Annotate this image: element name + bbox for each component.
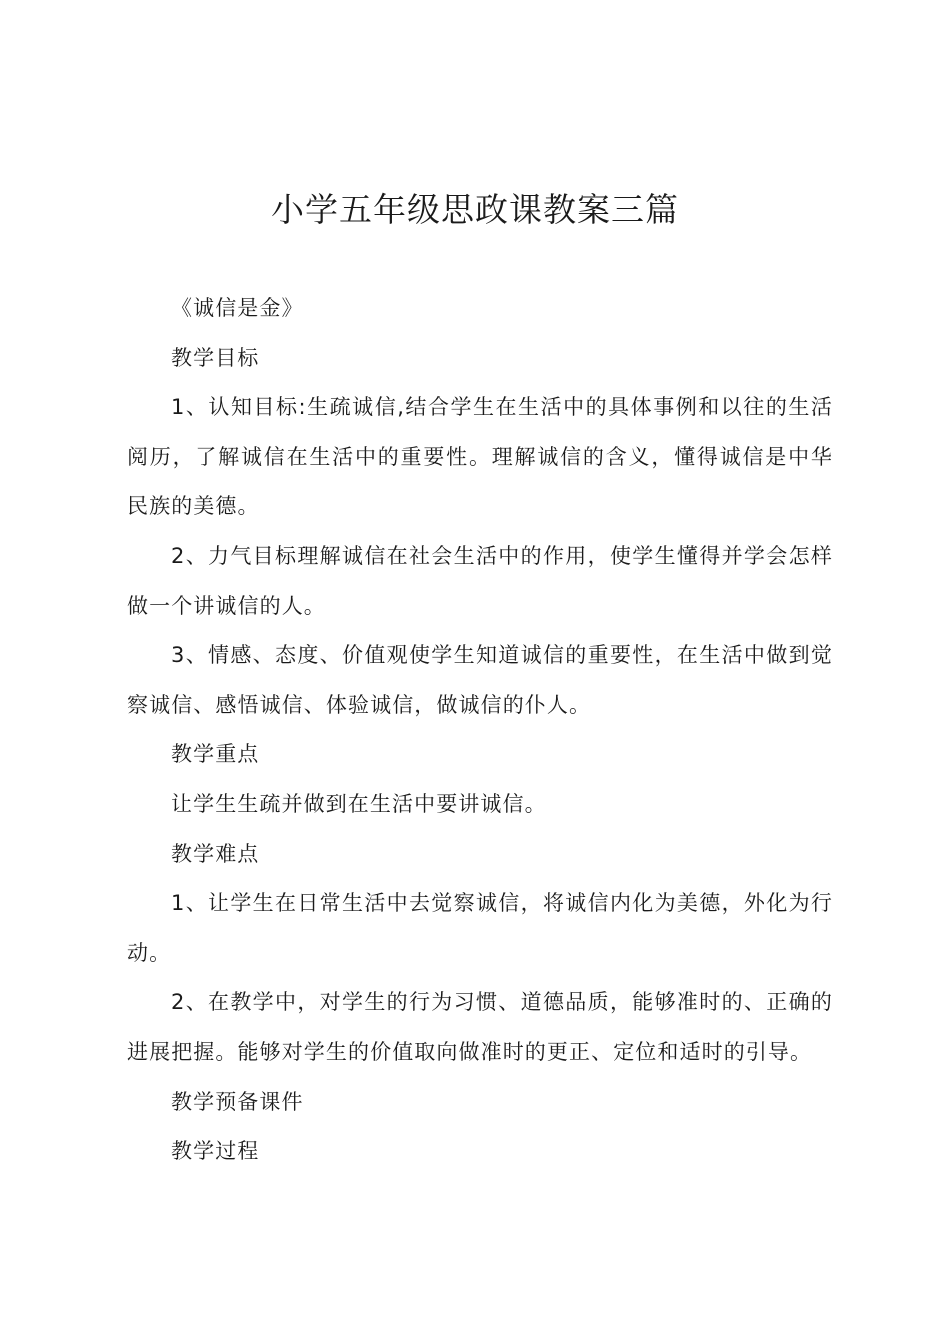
lesson-title: 《诚信是金》 xyxy=(171,296,304,320)
section-heading-difficulties: 教学难点 xyxy=(171,841,260,866)
document-title: 小学五年级思政课教案三篇 xyxy=(271,190,679,229)
section-heading-objectives: 教学目标 xyxy=(171,345,260,370)
section-heading-preparation: 教学预备课件 xyxy=(171,1089,304,1114)
document-body xyxy=(127,284,833,1177)
difficulty-1: 1、让学生在日常生活中去觉察诚信，将诚信内化为美德，外化为行动。 xyxy=(127,891,833,965)
difficulty-2: 2、在教学中，对学生的行为习惯、道德品质，能够准时的、正确的进展把握。能够对学生的价值取向做准时的更正、定位和适时的引导。 xyxy=(127,990,833,1064)
objective-emotion: 3、情感、态度、价值观使学生知道诚信的重要性，在生活中做到觉察诚信、感悟诚信、体验诚信，做诚信的仆人。 xyxy=(127,643,833,717)
key-point-text: 让学生生疏并做到在生活中要讲诚信。 xyxy=(171,791,547,816)
section-heading-process: 教学过程 xyxy=(171,1139,260,1164)
section-heading-key-points: 教学重点 xyxy=(171,742,260,767)
objective-cognitive: 1、认知目标:生疏诚信,结合学生在生活中的具体事例和以往的生活阅历，了解诚信在生活中的重要性。理解诚信的含义，懂得诚信是中华民族的美德。 xyxy=(127,395,833,519)
objective-ability: 2、力气目标理解诚信在社会生活中的作用，使学生懂得并学会怎样做一个讲诚信的人。 xyxy=(127,543,833,618)
